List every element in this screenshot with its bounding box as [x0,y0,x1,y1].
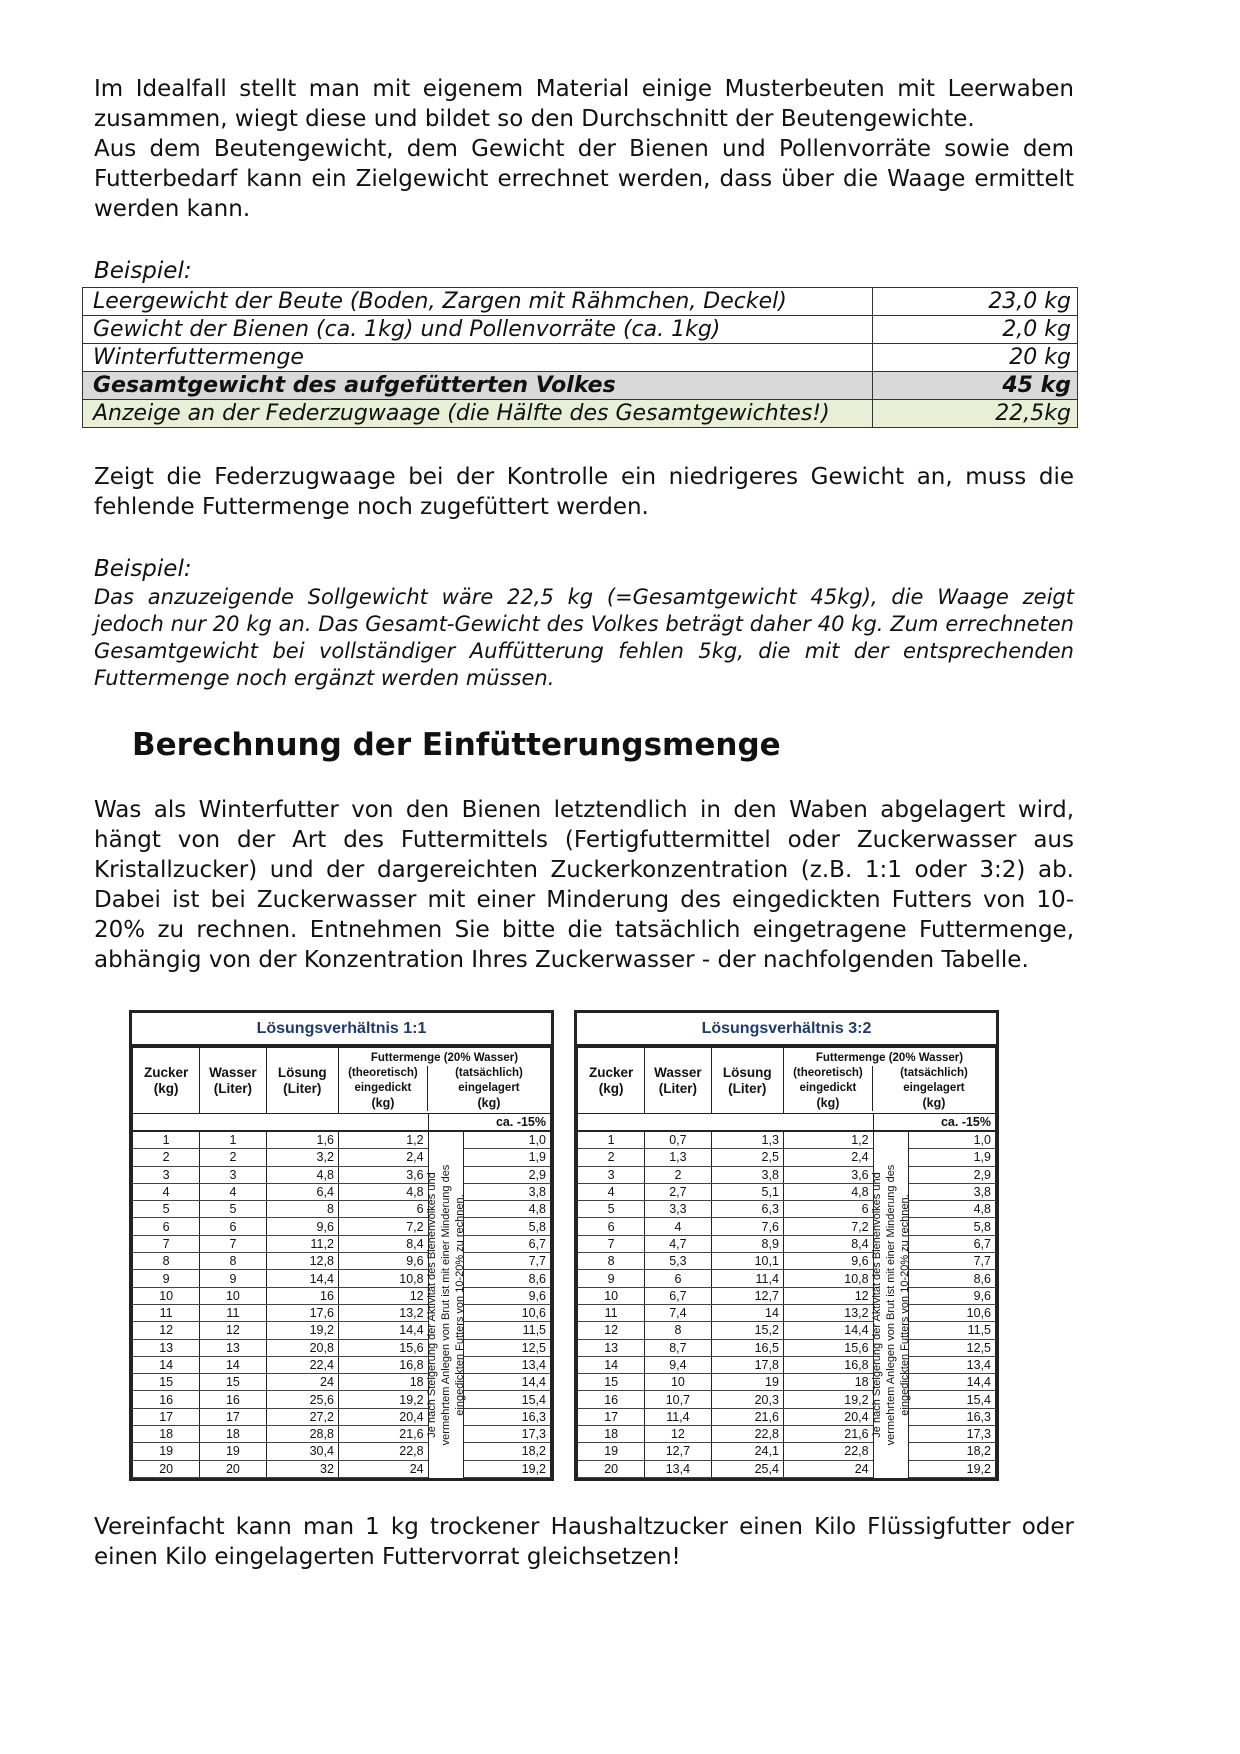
section-heading: Berechnung der Einfütterungsmenge [132,727,781,763]
table-cell: 19,2 [338,1391,428,1408]
table-cell: 1,2 [338,1131,428,1149]
table-cell: 19,2 [266,1322,338,1339]
table-cell: 2 [578,1149,645,1166]
table-cell: 9,4 [645,1356,711,1373]
table-cell: 14 [578,1356,645,1373]
table-cell: 4,8 [266,1166,338,1183]
table-cell: 4,8 [338,1183,428,1200]
header-zucker: Zucker (kg) [133,1048,200,1114]
table-cell: 16,8 [338,1356,428,1373]
example-label: Beispiel: [94,556,192,582]
table-row [578,1460,996,1477]
table-cell: 21,6 [711,1408,783,1425]
table-row [578,1166,996,1183]
table-cell: 5,8 [909,1218,996,1235]
table-cell: 14,4 [266,1270,338,1287]
calc-label: Leergewicht der Beute (Boden, Zargen mit Rähmchen, Deckel) [83,288,873,316]
table-title: Lösungsverhältnis 3:2 [577,1013,996,1047]
table-cell: 4 [645,1218,711,1235]
calc-label: Gesamtgewicht des aufgefütterten Volkes [83,372,873,400]
table-cell: 3,3 [645,1201,711,1218]
table-cell: 1,0 [464,1131,551,1149]
calc-label: Gewicht der Bienen (ca. 1kg) und Pollenvorräte (ca. 1kg) [83,316,873,344]
table-cell: 2,4 [783,1149,873,1166]
calc-value: 45 kg [873,372,1078,400]
table-row [578,1218,996,1235]
table-cell: 2,7 [645,1183,711,1200]
table-cell: 4 [578,1183,645,1200]
table-cell: 17 [133,1408,200,1425]
table-cell: 10,1 [711,1253,783,1270]
table-cell: 8,6 [464,1270,551,1287]
table-row [133,1391,551,1408]
table-cell: 16 [200,1391,266,1408]
table-row [578,1253,996,1270]
calc-value: 2,0 kg [873,316,1078,344]
table-cell: 12 [645,1426,711,1443]
table-cell: 8,9 [711,1235,783,1252]
table-cell: 20,4 [338,1408,428,1425]
table-cell: 16,3 [464,1408,551,1425]
table-cell: 2,5 [711,1149,783,1166]
table-row [133,1218,551,1235]
table-cell: 20 [133,1460,200,1477]
table-row [133,1149,551,1166]
table-row [578,1374,996,1391]
table-row [133,1460,551,1477]
table-cell: 13 [578,1339,645,1356]
table-cell: 12 [338,1287,428,1304]
table-cell: 6 [645,1270,711,1287]
table-row [578,1408,996,1425]
table-cell: 3,2 [266,1149,338,1166]
table-cell: 1 [133,1131,200,1149]
table-cell: 5,3 [645,1253,711,1270]
table-cell: 10,8 [338,1270,428,1287]
table-row [578,1443,996,1460]
table-cell: 21,6 [338,1426,428,1443]
table-cell: 14 [711,1304,783,1321]
table-row [133,1426,551,1443]
table-cell: 9,6 [338,1253,428,1270]
table-cell: 9 [133,1270,200,1287]
table-cell: 24 [783,1460,873,1477]
rotated-note-cell [425,1131,466,1477]
table-cell: 4,8 [909,1201,996,1218]
table-cell: 19 [133,1443,200,1460]
table-cell: 12 [578,1322,645,1339]
table-row [133,1322,551,1339]
table-cell: 9 [578,1270,645,1287]
table-cell: 6,7 [464,1235,551,1252]
table-row [578,1304,996,1321]
table-cell: 25,4 [711,1460,783,1477]
reduction-label: ca. -15% [873,1114,995,1132]
table-cell: 22,4 [266,1356,338,1373]
example-label: Beispiel: [94,258,192,284]
table-cell: 19 [578,1443,645,1460]
table-cell: 11,5 [909,1322,996,1339]
table-cell: 12,7 [711,1287,783,1304]
intro-line: Im Idealfall stellt man mit eigenem Material einige Musterbeuten mit Leerwaben zusammen, wiegt diese und bildet so den Durchschnitt der Beutengewichte. [94,76,1074,132]
table-cell: 4 [200,1183,266,1200]
table-row [578,1235,996,1252]
table-cell: 10 [200,1287,266,1304]
table-cell: 17,8 [711,1356,783,1373]
calc-value: 22,5kg [873,400,1078,428]
check-paragraph: Zeigt die Federzugwaage bei der Kontrolle ein niedrigeres Gewicht an, muss die fehlende Futtermenge noch zugefüttert werden. [94,464,1074,520]
table-cell: 4,7 [645,1235,711,1252]
table-cell: 7,2 [338,1218,428,1235]
table-row [133,1235,551,1252]
table-row [133,1166,551,1183]
table-cell: 19,2 [464,1460,551,1477]
rotated-note: Je nach Steigerung der Aktivität des Bienenvolkes und vermehrtem Anlegen von Brut ist mit einer Minderung des eingedickten Futters von 10-20% zu rechnen. [425,1164,466,1446]
table-cell: 19 [200,1443,266,1460]
table-cell: 7,6 [711,1218,783,1235]
table-cell: 18,2 [909,1443,996,1460]
table-cell: 2 [645,1166,711,1183]
table-cell: 10,6 [464,1304,551,1321]
table-cell: 16 [578,1391,645,1408]
table-cell: 13,2 [783,1304,873,1321]
table-cell: 4,8 [464,1201,551,1218]
table-cell: 12 [783,1287,873,1304]
table-cell: 18 [578,1426,645,1443]
table-cell: 3,8 [464,1183,551,1200]
table-cell: 1,3 [645,1149,711,1166]
table-cell: 12,7 [645,1443,711,1460]
intro-line: Aus dem Beutengewicht, dem Gewicht der Bienen und Pollenvorräte sowie dem Futterbedarf kann ein Zielgewicht errechnet werden, dass über die Waage ermittelt werden kann. [94,136,1074,222]
calc-row [83,344,1078,372]
table-cell: 13,2 [338,1304,428,1321]
table-cell: 11,4 [711,1270,783,1287]
calc-label: Anzeige an der Federzugwaage (die Hälfte des Gesamtgewichtes!) [83,400,873,428]
table-cell: 17 [578,1408,645,1425]
table-cell: 19,2 [909,1460,996,1477]
table-cell: 16 [133,1391,200,1408]
table-cell: 11,5 [464,1322,551,1339]
table-row [133,1131,551,1149]
table-cell: 2 [200,1149,266,1166]
table-cell: 16,5 [711,1339,783,1356]
table-cell: 8 [133,1253,200,1270]
table-cell: 12 [133,1322,200,1339]
table-cell: 24,1 [711,1443,783,1460]
table-cell: 5 [578,1201,645,1218]
table-cell: 20 [578,1460,645,1477]
table-cell: 3 [133,1166,200,1183]
table-cell: 8 [578,1253,645,1270]
table-row [578,1131,996,1149]
table-row [578,1322,996,1339]
table-cell: 6 [200,1218,266,1235]
table-cell: 19,2 [783,1391,873,1408]
table-cell: 7 [133,1235,200,1252]
table-row [578,1339,996,1356]
table-cell: 10 [578,1287,645,1304]
table-cell: 32 [266,1460,338,1477]
table-cell: 20 [200,1460,266,1477]
table-row [578,1270,996,1287]
table-cell: 3,8 [909,1183,996,1200]
table-cell: 18 [783,1374,873,1391]
rotated-note-cell [870,1131,911,1477]
intro-paragraph [94,74,1074,224]
table-cell: 22,8 [783,1443,873,1460]
table-cell: 18,2 [464,1443,551,1460]
table-cell: 9,6 [783,1253,873,1270]
table-cell: 9,6 [464,1287,551,1304]
table-cell: 6 [338,1201,428,1218]
table-cell: 17,3 [464,1426,551,1443]
table-cell: 9,6 [266,1218,338,1235]
table-row [133,1374,551,1391]
table-row [133,1356,551,1373]
table-cell: 20,4 [783,1408,873,1425]
table-cell: 16,8 [783,1356,873,1373]
table-cell: 2 [133,1149,200,1166]
table-cell: 4 [133,1183,200,1200]
table-cell: 13 [200,1339,266,1356]
table-cell: 14 [133,1356,200,1373]
table-cell: 25,6 [266,1391,338,1408]
table-cell: 8,7 [645,1339,711,1356]
calc-value: 23,0 kg [873,288,1078,316]
table-row [133,1304,551,1321]
table-row [133,1183,551,1200]
table-cell: 8 [645,1322,711,1339]
table-cell: 11 [578,1304,645,1321]
table-cell: 15,2 [711,1322,783,1339]
table-cell: 10 [645,1374,711,1391]
table-row [578,1149,996,1166]
example-text: Das anzuzeigende Sollgewicht wäre 22,5 kg (=Gesamtgewicht 45kg), die Waage zeigt jedoch nur 20 kg an. Das Gesamt-Gewicht des Volkes beträgt daher 40 kg. Zum errechneten Gesamtgewicht bei vollständiger Auffütterung fehlen 5kg, die mit der entsprechenden Futtermenge noch ergänzt werden müssen. [94,585,1074,690]
header-futtermenge: Futtermenge (20% Wasser) (theoretisch) eingedickt (kg) (tatsächlich) eingelagert (kg) [338,1048,550,1114]
table-cell: 1 [578,1131,645,1149]
table-cell: 21,6 [783,1426,873,1443]
table-title: Lösungsverhältnis 1:1 [132,1013,551,1047]
header-loesung: Lösung (Liter) [711,1048,783,1114]
table-cell: 12,8 [266,1253,338,1270]
table-cell: 7 [578,1235,645,1252]
table-row [578,1287,996,1304]
calc-row [83,288,1078,316]
table-cell: 18 [133,1426,200,1443]
table-cell: 7,4 [645,1304,711,1321]
table-cell: 11 [133,1304,200,1321]
header-loesung: Lösung (Liter) [266,1048,338,1114]
table-cell: 15 [200,1374,266,1391]
table-cell: 17,6 [266,1304,338,1321]
table-cell: 12 [200,1322,266,1339]
table-cell: 15,6 [338,1339,428,1356]
header-zucker: Zucker (kg) [578,1048,645,1114]
table-cell: 10,7 [645,1391,711,1408]
table-cell: 2,9 [464,1166,551,1183]
table-cell: 18 [200,1426,266,1443]
table-row [133,1287,551,1304]
table-cell: 1,6 [266,1131,338,1149]
table-row [578,1391,996,1408]
table-cell: 3,6 [783,1166,873,1183]
table-cell: 13,4 [464,1356,551,1373]
table-row [133,1201,551,1218]
table-cell: 6 [783,1201,873,1218]
table-cell: 11 [200,1304,266,1321]
table-cell: 16,3 [909,1408,996,1425]
table-cell: 15 [133,1374,200,1391]
table-row [133,1443,551,1460]
table-row [578,1201,996,1218]
table-cell: 3,6 [338,1166,428,1183]
table-cell: 1,2 [783,1131,873,1149]
table-row [133,1253,551,1270]
table-cell: 7,7 [464,1253,551,1270]
table-cell: 3 [200,1166,266,1183]
table-cell: 15,4 [909,1391,996,1408]
table-cell: 5 [200,1201,266,1218]
rotated-note: Je nach Steigerung der Aktivität des Bienenvolkes und vermehrtem Anlegen von Brut ist mit einer Minderung des eingedickten Futters von 10-20% zu rechnen. [870,1164,911,1446]
sugar-table-3-2 [574,1010,999,1481]
table-cell: 11,4 [645,1408,711,1425]
header-wasser: Wasser (Liter) [200,1048,266,1114]
table-cell: 15 [578,1374,645,1391]
calc-row [83,316,1078,344]
table-row [578,1426,996,1443]
table-cell: 14 [200,1356,266,1373]
table-cell: 15,4 [464,1391,551,1408]
table-row [133,1339,551,1356]
table-cell: 4,8 [783,1183,873,1200]
table-cell: 0,7 [645,1131,711,1149]
table-cell: 17,3 [909,1426,996,1443]
table-cell: 24 [338,1460,428,1477]
calc-label: Winterfuttermenge [83,344,873,372]
table-cell: 10,8 [783,1270,873,1287]
table-cell: 8 [266,1201,338,1218]
table-cell: 14,4 [909,1374,996,1391]
table-cell: 1,9 [464,1149,551,1166]
table-cell: 8 [200,1253,266,1270]
table-cell: 22,8 [711,1426,783,1443]
reduction-label: ca. -15% [428,1114,550,1132]
table-cell: 8,4 [338,1235,428,1252]
table-cell: 30,4 [266,1443,338,1460]
table-cell: 20,8 [266,1339,338,1356]
table-cell: 27,2 [266,1408,338,1425]
table-cell: 6,4 [266,1183,338,1200]
table-row [133,1270,551,1287]
table-row [133,1408,551,1425]
table-cell: 12,5 [464,1339,551,1356]
table-cell: 12,5 [909,1339,996,1356]
table-cell: 1 [200,1131,266,1149]
table-cell: 6,7 [909,1235,996,1252]
table-cell: 9 [200,1270,266,1287]
table-cell: 1,0 [909,1131,996,1149]
table-cell: 5,1 [711,1183,783,1200]
table-cell: 10 [133,1287,200,1304]
table-cell: 6 [578,1218,645,1235]
table-cell: 17 [200,1408,266,1425]
table-cell: 5,8 [464,1218,551,1235]
table-cell: 7,2 [783,1218,873,1235]
table-cell: 18 [338,1374,428,1391]
sugar-table-1-1 [129,1010,554,1481]
table-cell: 3 [578,1166,645,1183]
table-cell: 16 [266,1287,338,1304]
table-cell: 19 [711,1374,783,1391]
table-cell: 6,7 [645,1287,711,1304]
section-paragraph: Was als Winterfutter von den Bienen letztendlich in den Waben abgelagert wird, hängt von der Art des Futtermittels (Fertigfuttermittel oder Zuckerwasser aus Kristallzucker) und der dargereichten Zuckerkonzentration (z.B. 1:1 oder 3:2) ab. Dabei ist bei Zuckerwasser mit einer Minderung des eingedickten Futters von 10-20% zu rechnen. Entnehmen Sie bitte die tatsächlich eingetragene Futtermenge, abhängig von der Konzentration Ihres Zuckerwasser - der nachfolgenden Tabelle. [94,797,1074,973]
table-cell: 6,3 [711,1201,783,1218]
table-cell: 20,3 [711,1391,783,1408]
calc-row [83,400,1078,428]
weight-calculation-table [82,287,1078,428]
table-cell: 8,6 [909,1270,996,1287]
table-cell: 13,4 [909,1356,996,1373]
table-cell: 1,3 [711,1131,783,1149]
calc-value: 20 kg [873,344,1078,372]
table-cell: 2,9 [909,1166,996,1183]
table-cell: 24 [266,1374,338,1391]
table-cell: 14,4 [338,1322,428,1339]
table-cell: 13 [133,1339,200,1356]
table-cell: 11,2 [266,1235,338,1252]
table-cell: 8,4 [783,1235,873,1252]
table-cell: 7 [200,1235,266,1252]
reduction-row [133,1114,551,1132]
table-cell: 10,6 [909,1304,996,1321]
table-cell: 7,7 [909,1253,996,1270]
table-cell: 2,4 [338,1149,428,1166]
table-cell: 9,6 [909,1287,996,1304]
table-cell: 28,8 [266,1426,338,1443]
table-row [578,1356,996,1373]
table-row [578,1183,996,1200]
reduction-row [578,1114,996,1132]
table-cell: 22,8 [338,1443,428,1460]
calc-row [83,372,1078,400]
table-cell: 5 [133,1201,200,1218]
header-wasser: Wasser (Liter) [645,1048,711,1114]
table-cell: 14,4 [464,1374,551,1391]
table-cell: 15,6 [783,1339,873,1356]
header-futtermenge: Futtermenge (20% Wasser) (theoretisch) eingedickt (kg) (tatsächlich) eingelagert (kg) [783,1048,995,1114]
closing-paragraph: Vereinfacht kann man 1 kg trockener Haushaltzucker einen Kilo Flüssigfutter oder einen Kilo eingelagerten Futtervorrat gleichsetzen! [94,1514,1074,1570]
table-cell: 13,4 [645,1460,711,1477]
table-cell: 1,9 [909,1149,996,1166]
table-cell: 6 [133,1218,200,1235]
table-cell: 14,4 [783,1322,873,1339]
table-cell: 3,8 [711,1166,783,1183]
